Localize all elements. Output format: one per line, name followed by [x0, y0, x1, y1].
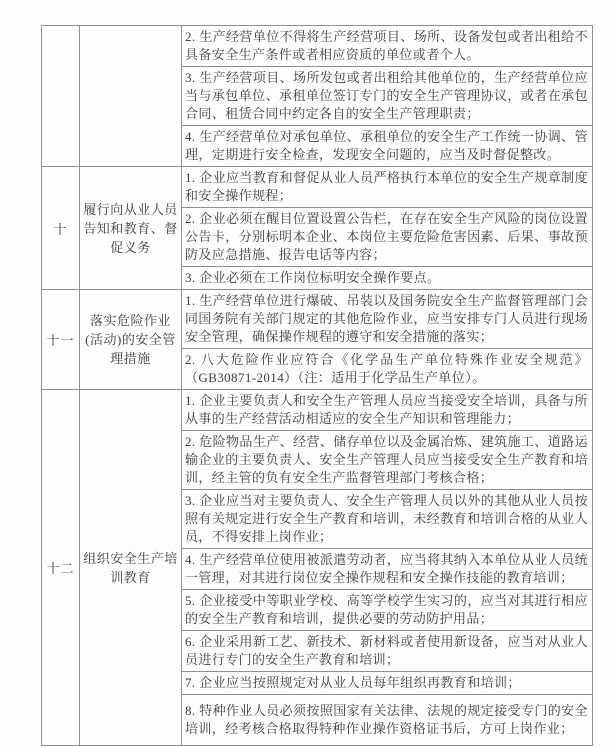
- row-number-cell: 十一: [42, 290, 80, 389]
- row-category-cell: 履行向从业人员告知和教育、督促义务: [80, 167, 182, 289]
- requirement-item: 3. 企业应当对主要负责人、安全生产管理人员以外的其他从业人员按照有关规定进行安全生产教育和培训，未经教育和培训合格的从业人员，不得安排上岗作业；: [182, 489, 592, 548]
- row-items-column: [182, 290, 592, 389]
- table-row: [42, 289, 592, 389]
- row-items-column: [182, 390, 592, 745]
- requirement-item: 4. 生产经营单位使用被派遣劳动者，应当将其纳入本单位从业人员统一管理，对其进行岗位安全操作规程和安全操作技能的教育培训；: [182, 548, 592, 589]
- requirement-item: 8. 特种作业人员必须按照国家有关法律、法规的规定接受专门的安全培训，经考核合格取得特种作业操作资格证书后，方可上岗作业；: [182, 694, 592, 745]
- row-category-cell: [80, 26, 182, 166]
- row-items-column: [182, 167, 592, 289]
- requirement-item: 1. 企业主要负责人和安全生产管理人员应当接受安全培训，具备与所从事的生产经营活动相适应的安全生产知识和管理能力；: [185, 393, 588, 426]
- requirement-item: 7. 企业应当按照规定对从业人员每年组织再教育和培训；: [182, 671, 592, 694]
- table-row: [42, 166, 592, 289]
- row-number-cell: 十二: [42, 390, 80, 745]
- row-category-cell: 落实危险作业(活动)的安全管理措施: [80, 290, 182, 389]
- requirement-item: 2. 企业必须在醒目位置设置公告栏，在存在安全生产风险的岗位设置公告卡，分别标明本企业、本岗位主要危险危害因素、后果、事故预防及应急措施、报告电话等内容；: [182, 207, 592, 266]
- safety-regulations-table: [41, 25, 593, 746]
- requirement-item: 1. 生产经营单位进行爆破、吊装以及国务院安全生产监督管理部门会同国务院有关部门规定的其他危险作业，应当安排专门人员进行现场安全管理，确保操作规程的遵守和安全措施的落实；: [185, 293, 588, 344]
- requirement-item: 2. 危险物品生产、经营、储存单位以及金属冶炼、建筑施工、道路运输企业的主要负责人、安全生产管理人员应当接受安全生产教育和培训，经主管的负有安全生产监督管理部门考核合格；: [182, 430, 592, 489]
- row-category-cell: 组织安全生产培训教育: [80, 390, 182, 745]
- requirement-item: 1. 企业应当教育和督促从业人员严格执行本单位的安全生产规章制度和安全操作规程；: [185, 170, 588, 203]
- requirement-item: 6. 企业采用新工艺、新技术、新材料或者使用新设备，应当对从业人员进行专门的安全生产教育和培训；: [182, 630, 592, 671]
- row-items-column: [182, 26, 592, 166]
- row-number-cell: [42, 26, 80, 166]
- requirement-item: 3. 生产经营项目、场所发包或者出租给其他单位的，生产经营单位应当与承包单位、承租单位签订专门的安全生产管理协议，或者在承包合同、租赁合同中约定各自的安全生产管理职责；: [182, 66, 592, 125]
- table-row: [42, 26, 592, 166]
- row-number-cell: 十: [42, 167, 80, 289]
- requirement-item: 2. 八大危险作业应符合《化学品生产单位特殊作业安全规范》（GB30871-2014）（注：适用于化学品生产单位）。: [182, 348, 592, 389]
- requirement-item: 2. 生产经营单位不得将生产经营项目、场所、设备发包或者出租给不具备安全生产条件或者相应资质的单位或者个人。: [185, 29, 588, 62]
- requirement-item: 5. 企业接受中等职业学校、高等学校学生实习的，应当对其进行相应的安全生产教育和培训，提供必要的劳动防护用品；: [182, 589, 592, 630]
- requirement-item: 3. 企业必须在工作岗位标明安全操作要点。: [182, 266, 592, 289]
- requirement-item: 4. 生产经营单位对承包单位、承租单位的安全生产工作统一协调、管理，定期进行安全检查，发现安全问题的，应当及时督促整改。: [182, 125, 592, 166]
- table-row: [42, 389, 592, 745]
